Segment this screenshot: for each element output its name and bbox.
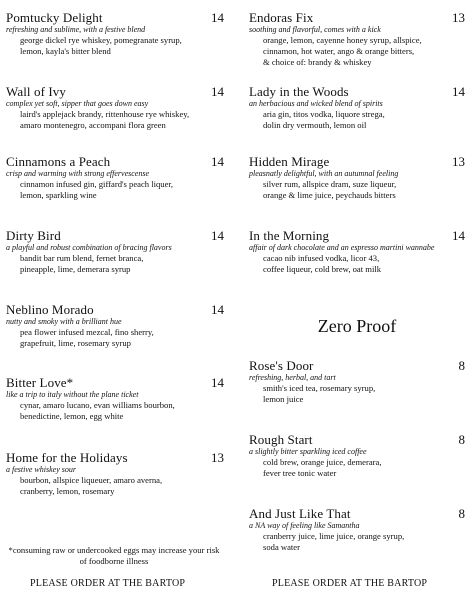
drink-tagline: a festive whiskey sour	[6, 465, 76, 474]
menu-item-and-just-like-that	[249, 506, 465, 553]
menu-item-bitter-love	[6, 375, 224, 422]
drink-price: 14	[211, 375, 224, 390]
drink-name: Dirty Bird	[6, 228, 61, 243]
drink-price: 14	[452, 228, 465, 243]
drink-price: 13	[452, 10, 465, 25]
drink-price: 8	[458, 432, 465, 447]
drink-price: 14	[211, 228, 224, 243]
drink-tagline: crisp and warming with strong effervescense	[6, 169, 150, 178]
drink-tagline: complex yet soft, sipper that goes down easy	[6, 99, 149, 108]
drink-ingredients-line: orange, lemon, cayenne honey syrup, allspice,	[263, 35, 422, 45]
drink-tagline: an herbacious and wicked blend of spirits	[249, 99, 383, 108]
menu-item-lady-in-the-woods	[249, 84, 465, 131]
order-at-bartop-left: PLEASE ORDER AT THE BARTOP	[30, 578, 186, 589]
order-at-bartop-right: PLEASE ORDER AT THE BARTOP	[272, 578, 428, 589]
menu-item-rough-start	[249, 432, 465, 479]
menu-item-in-the-morning	[249, 228, 465, 275]
drink-price: 14	[211, 154, 224, 169]
drink-name: Neblino Morado	[6, 302, 94, 317]
drink-ingredients-line: fever tree tonic water	[263, 468, 337, 478]
drink-ingredients-line: laird's applejack brandy, rittenhouse rye whiskey,	[20, 109, 190, 119]
drink-tagline: a playful and robust combination of bracing flavors	[6, 243, 172, 252]
drink-name: Cinnamons a Peach	[6, 154, 111, 169]
menu-item-dirty-bird	[6, 228, 224, 275]
drink-ingredients-line: cranberry, lemon, rosemary	[20, 486, 115, 496]
menu-item-cinnamons-a-peach	[6, 154, 224, 201]
drink-price: 14	[211, 302, 224, 317]
drink-ingredients-line: cynar, amaro lucano, evan williams bourbon,	[20, 400, 175, 410]
drink-ingredients-line: lemon, sparkling wine	[20, 190, 97, 200]
drink-ingredients-line: smith's iced tea, rosemary syrup,	[263, 383, 376, 393]
drink-tagline: refreshing, herbal, and tart	[249, 373, 336, 382]
drink-ingredients-line: cinnamon infused gin, giffard's peach liquer,	[20, 179, 174, 189]
drink-name: Bitter Love*	[6, 375, 74, 390]
drink-price: 14	[452, 84, 465, 99]
drink-ingredients-line: dolin dry vermouth, lemon oil	[263, 120, 367, 130]
menu-item-wall-of-ivy	[6, 84, 224, 131]
drink-ingredients-line: aria gin, titos vodka, liquore strega,	[263, 109, 385, 119]
drink-ingredients-line: & choice of: brandy & whiskey	[263, 57, 372, 67]
drink-name: Pomtucky Delight	[6, 10, 103, 25]
menu-item-neblino-morado	[6, 302, 224, 349]
drink-ingredients-line: benedictine, lemon, egg white	[20, 411, 124, 421]
drink-ingredients-line: cacao nib infused vodka, licor 43,	[263, 253, 380, 263]
drink-ingredients-line: orange & lime juice, peychauds bitters	[263, 190, 396, 200]
drink-ingredients-line: silver rum, allspice dram, suze liqueur,	[263, 179, 397, 189]
drink-tagline: a slightly bitter sparkling iced coffee	[249, 447, 367, 456]
zero-proof-heading: Zero Proof	[317, 316, 397, 336]
drink-name: Rough Start	[249, 432, 313, 447]
drink-tagline: nutty and smoky with a brilliant hue	[6, 317, 122, 326]
drink-ingredients-line: bandit bar rum blend, fernet branca,	[20, 253, 144, 263]
drink-ingredients-line: grapefruit, lime, rosemary syrup	[20, 338, 131, 348]
drink-ingredients-line: pineapple, lime, demerara syrup	[20, 264, 131, 274]
drink-price: 14	[211, 84, 224, 99]
drink-name: Endoras Fix	[249, 10, 314, 25]
drink-name: Home for the Holidays	[6, 450, 128, 465]
drink-tagline: a NA way of feeling like Samantha	[249, 521, 360, 530]
drink-name: Hidden Mirage	[249, 154, 330, 169]
drink-ingredients-line: coffee liqueur, cold brew, oat milk	[263, 264, 382, 274]
drink-price: 8	[458, 358, 465, 373]
drink-tagline: refreshing and sublime, with a festive blend	[6, 25, 146, 34]
drink-tagline: like a trip to italy without the plane ticket	[6, 390, 139, 399]
drink-ingredients-line: lemon, kayla's bitter blend	[20, 46, 111, 56]
menu-item-hidden-mirage	[249, 154, 465, 201]
drink-ingredients-line: george dickel rye whiskey, pomegranate syrup,	[20, 35, 182, 45]
drink-price: 8	[458, 506, 465, 521]
drink-name: Wall of Ivy	[6, 84, 66, 99]
menu-item-endoras-fix	[249, 10, 465, 68]
drink-price: 14	[211, 10, 224, 25]
drink-name: Lady in the Woods	[249, 84, 349, 99]
drink-tagline: affair of dark chocolate and an espresso martini wannabe	[249, 243, 435, 252]
drink-ingredients-line: cranberry juice, lime juice, orange syrup,	[263, 531, 405, 541]
drink-tagline: pleasnatly delightful, with an autumnal feeling	[249, 169, 399, 178]
drink-ingredients-line: lemon juice	[263, 394, 304, 404]
drink-ingredients-line: pea flower infused mezcal, fino sherry,	[20, 327, 154, 337]
drink-price: 13	[211, 450, 224, 465]
drink-ingredients-line: bourbon, allspice liqueuer, amaro averna,	[20, 475, 163, 485]
drink-name: And Just Like That	[249, 506, 351, 521]
menu-item-pomtucky-delight	[6, 10, 224, 57]
drink-ingredients-line: amaro montenegro, accompani flora green	[20, 120, 166, 130]
drink-name: In the Morning	[249, 228, 330, 243]
drink-price: 13	[452, 154, 465, 169]
raw-egg-disclaimer: *consuming raw or undercooked eggs may increase your risk of foodborne illness	[8, 545, 220, 566]
menu-item-roses-door	[249, 358, 465, 405]
drink-name: Rose's Door	[249, 358, 314, 373]
drink-ingredients-line: cinnamon, hot water, ango & orange bitters,	[263, 46, 415, 56]
menu-item-home-for-the-holidays	[6, 450, 224, 497]
drink-ingredients-line: cold brew, orange juice, demerara,	[263, 457, 382, 467]
drink-ingredients-line: soda water	[263, 542, 300, 552]
drink-tagline: soothing and flavorful, comes with a kick	[249, 25, 381, 34]
